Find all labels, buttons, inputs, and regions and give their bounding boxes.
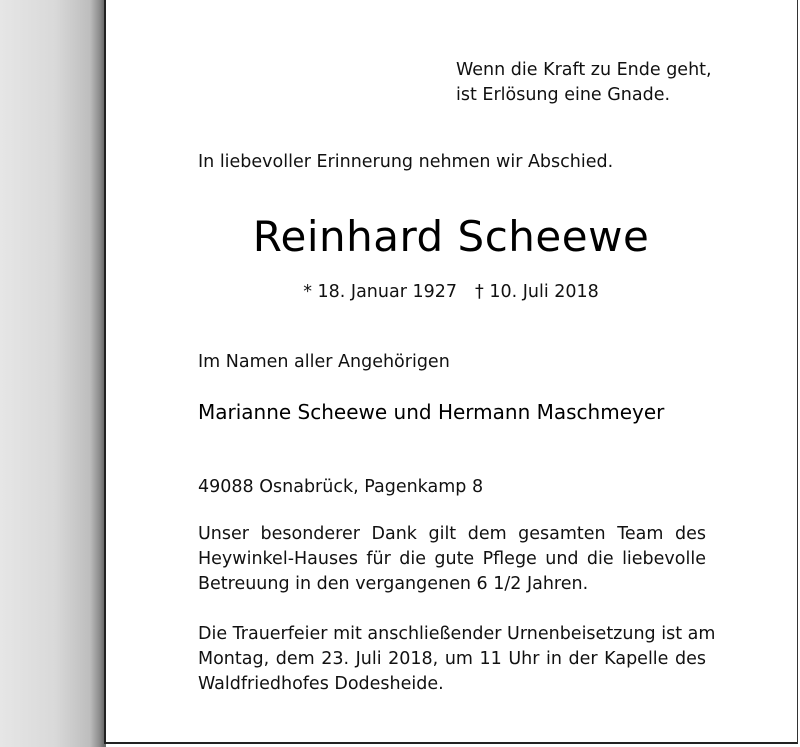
service-line: Montag, dem 23. Juli 2018, um 11 Uhr in der Kapelle des [198,649,706,669]
deceased-name: Reinhard Scheewe [252,212,650,261]
intro-text: In liebevoller Erinnerung nehmen wir Abschied. [198,152,614,172]
quote-line: ist Erlösung eine Gnade. [456,85,671,105]
quote-line: Wenn die Kraft zu Ende geht, [456,60,712,80]
life-dates [106,282,796,302]
thanks-line: Unser besonderer Dank gilt dem gesamten Team des [198,524,706,544]
birth-date: * 18. Januar 1927 [303,282,457,302]
obituary-card [104,0,798,744]
service-paragraph [198,622,716,697]
service-line: Die Trauerfeier mit anschließender Urnenbeisetzung ist am [198,624,716,644]
behalf-text: Im Namen aller Angehörigen [198,352,450,372]
family-address: 49088 Osnabrück, Pagenkamp 8 [198,477,484,497]
epigraph-quote [456,58,712,108]
survivors-names: Marianne Scheewe und Hermann Maschmeyer [198,400,665,424]
page-shadow [0,0,106,747]
death-date: † 10. Juli 2018 [475,282,599,302]
thanks-line: Betreuung in den vergangenen 6 1/2 Jahren. [198,574,589,594]
service-line: Waldfriedhofes Dodesheide. [198,674,444,694]
thanks-line: Heywinkel-Hauses für die gute Pflege und die liebevolle [198,549,706,569]
thanks-paragraph [198,522,706,597]
